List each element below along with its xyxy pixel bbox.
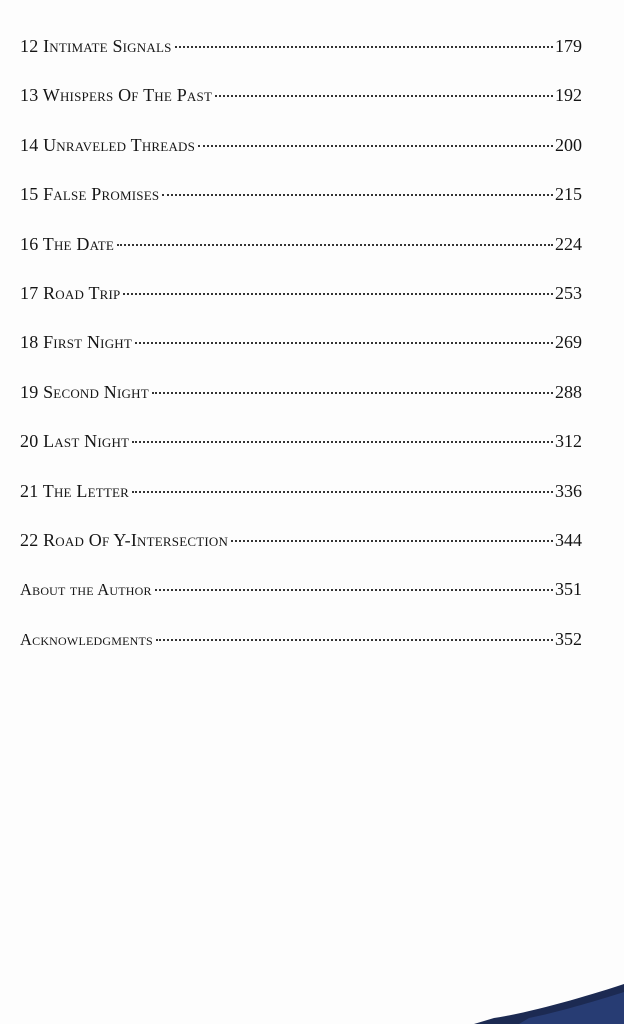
toc-entry <box>20 382 582 431</box>
toc-entry-page: 179 <box>555 36 582 56</box>
toc-entry-page: 351 <box>555 579 582 600</box>
toc-entry-title: 18 First Night <box>20 332 133 353</box>
toc-entry-title: 15 False Promises <box>20 184 160 205</box>
toc-entry <box>20 481 582 530</box>
toc-entry-page: 344 <box>555 529 582 550</box>
toc-entry <box>20 36 582 85</box>
toc-entry-title: 14 Unraveled Threads <box>20 134 196 155</box>
dot-leader <box>132 441 553 443</box>
toc-entry-page: 336 <box>555 480 582 501</box>
toc-entry-title: 12 Intimate Signals <box>20 36 172 56</box>
toc-entry-page: 224 <box>555 233 582 254</box>
toc-entry-page: 253 <box>555 282 582 303</box>
dot-leader <box>231 540 553 542</box>
toc-entry-page: 312 <box>555 431 582 452</box>
toc-entry <box>20 629 582 678</box>
toc-entry-title: 16 The Date <box>20 233 115 254</box>
toc-entry-title: 22 Road Of Y-Intersection <box>20 529 229 550</box>
toc-entry-title: 20 Last Night <box>20 431 130 452</box>
toc-entry <box>20 85 582 134</box>
toc-entry-title: Acknowledgments <box>20 629 153 649</box>
dot-leader <box>162 194 553 196</box>
toc-entry-title: About the Author <box>20 580 152 600</box>
toc-entry-page: 352 <box>555 628 582 649</box>
toc-entry-title: 17 Road Trip <box>20 282 121 303</box>
dot-leader <box>117 244 553 246</box>
toc-entry <box>20 184 582 233</box>
dot-leader <box>132 491 553 493</box>
toc-entry <box>20 283 582 332</box>
table-of-contents <box>20 36 582 678</box>
dot-leader <box>135 342 553 344</box>
toc-entry <box>20 135 582 184</box>
toc-entry-title: 13 Whispers Of The Past <box>20 85 213 106</box>
cover-edge <box>474 984 624 1024</box>
dot-leader <box>198 145 553 147</box>
dot-leader <box>156 639 553 641</box>
toc-entry-page: 200 <box>555 134 582 155</box>
toc-entry <box>20 579 582 628</box>
toc-entry-page: 269 <box>555 332 582 353</box>
toc-entry-title: 21 The Letter <box>20 480 130 501</box>
toc-entry-page: 288 <box>555 381 582 402</box>
dot-leader <box>155 589 553 591</box>
toc-entry <box>20 234 582 283</box>
toc-entry <box>20 332 582 381</box>
toc-entry <box>20 431 582 480</box>
dot-leader <box>152 392 553 394</box>
dot-leader <box>123 293 553 295</box>
toc-entry <box>20 530 582 579</box>
dot-leader <box>215 95 553 97</box>
dot-leader <box>175 46 553 48</box>
toc-entry-page: 215 <box>555 184 582 205</box>
toc-entry-title: 19 Second Night <box>20 381 149 402</box>
toc-entry-page: 192 <box>555 85 582 106</box>
